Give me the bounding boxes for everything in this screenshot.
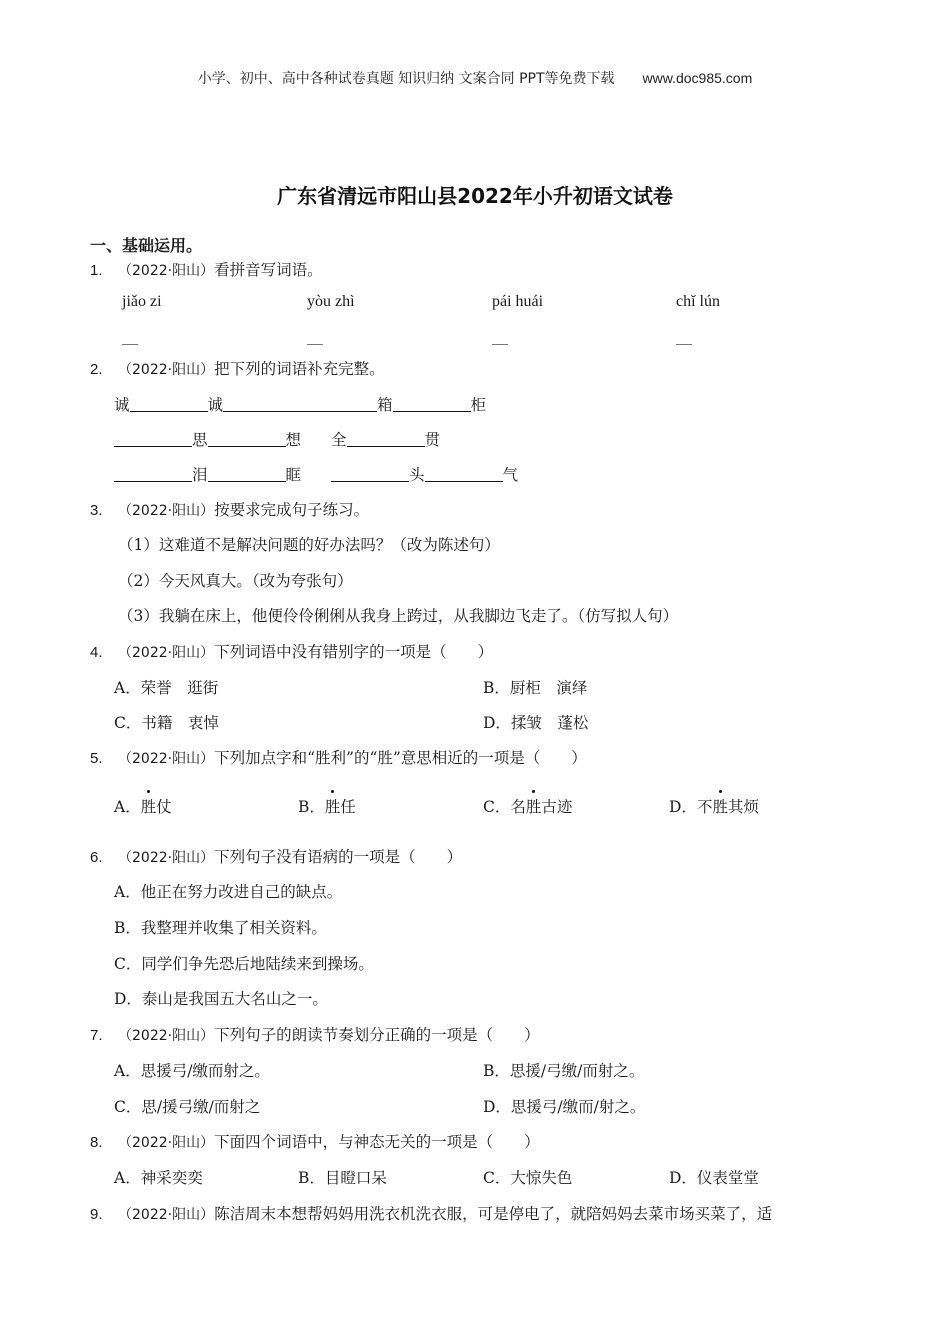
dotted-char: 胜	[712, 798, 728, 816]
question-3	[90, 498, 369, 520]
option-b[interactable]	[298, 795, 356, 817]
option-c[interactable]: C．同学们争先恐后地陆续来到操场。	[114, 955, 374, 973]
fill-char: 气	[502, 466, 519, 484]
fill-char: 思	[192, 431, 208, 449]
dotted-char: 胜	[525, 798, 542, 816]
page-header	[0, 68, 950, 88]
sub-question-1: （1）这难道不是解决问题的好办法吗？（改为陈述句）	[118, 536, 500, 554]
sub-question-3: （3）我躺在床上，他便伶伶俐俐从我身上跨过，从我脚边飞走了。（仿写拟人句）	[118, 607, 679, 625]
option-d[interactable]	[669, 795, 759, 817]
question-number: 4.	[90, 644, 103, 661]
question-5	[90, 746, 587, 768]
option-b[interactable]: B．思援/弓缴/而射之。	[483, 1062, 645, 1080]
question-text: 下列句子的朗读节奏划分正确的一项是（ ）	[214, 1026, 540, 1044]
fill-blank[interactable]	[114, 430, 192, 447]
question-number: 9.	[90, 1206, 103, 1223]
fill-blank[interactable]	[347, 430, 425, 447]
option-a[interactable]: A．神采奕奕	[114, 1169, 203, 1187]
question-source: （2022·阳山）	[118, 1028, 215, 1044]
option-c[interactable]: C．书籍 衷悼	[114, 714, 219, 732]
fill-char: 想	[285, 431, 302, 449]
answer-blank-2[interactable]: __	[307, 326, 323, 345]
option-d[interactable]: D．揉皱 蓬松	[483, 714, 589, 732]
question-8	[90, 1130, 540, 1152]
fill-row-2	[114, 428, 440, 450]
option-text: 古迹	[541, 798, 573, 816]
sub-question-2: （2）今天风真大。（改为夸张句）	[118, 572, 353, 590]
option-text: 不	[696, 798, 713, 816]
option-a[interactable]: A．他正在努力改进自己的缺点。	[114, 883, 343, 901]
fill-blank[interactable]	[130, 395, 208, 412]
option-d[interactable]: D．泰山是我国五大名山之一。	[114, 990, 328, 1008]
option-c[interactable]	[483, 795, 572, 817]
question-4	[90, 640, 493, 662]
question-number: 8.	[90, 1134, 103, 1151]
question-text: 把下列的词语补充完整。	[214, 360, 385, 378]
question-text: 下面四个词语中，与神态无关的一项是（ ）	[214, 1133, 540, 1151]
question-1	[90, 258, 323, 280]
question-7	[90, 1023, 540, 1045]
fill-blank[interactable]	[223, 395, 377, 412]
option-text: 其烦	[727, 798, 759, 816]
header-site-link[interactable]: www.doc985.com	[642, 70, 753, 86]
option-b[interactable]: B．我整理并收集了相关资料。	[114, 919, 327, 937]
option-b[interactable]: B．厨柜 演绎	[483, 679, 588, 697]
fill-blank[interactable]	[393, 395, 471, 412]
question-text: 下列词语中没有错别字的一项是（ ）	[214, 643, 494, 661]
question-number: 2.	[90, 361, 103, 378]
answer-blank-1[interactable]: __	[122, 326, 138, 345]
fill-row-3	[114, 463, 518, 485]
pinyin-3: pái huái	[492, 293, 544, 310]
question-number: 5.	[90, 750, 103, 767]
pinyin-2: yòu zhì	[307, 293, 355, 310]
option-label: B．	[298, 798, 325, 816]
fill-blank[interactable]	[208, 430, 286, 447]
question-source: （2022·阳山）	[118, 263, 215, 279]
option-label: A．	[114, 798, 141, 816]
option-a[interactable]	[114, 795, 172, 817]
option-b[interactable]: B．目瞪口呆	[298, 1169, 387, 1187]
option-a[interactable]: A．思援弓/缴而射之。	[114, 1062, 270, 1080]
fill-blank[interactable]	[331, 465, 409, 482]
pinyin-1: jiǎo zi	[122, 293, 162, 310]
question-source: （2022·阳山）	[118, 850, 215, 866]
question-text: 按要求完成句子练习。	[214, 501, 370, 519]
fill-char: 眶	[285, 466, 302, 484]
question-source: （2022·阳山）	[118, 1207, 215, 1223]
option-d[interactable]: D．仪表堂堂	[669, 1169, 759, 1187]
section-heading: 一、基础运用。	[90, 236, 203, 255]
fill-char: 诚	[114, 396, 130, 414]
fill-char: 贯	[424, 431, 441, 449]
question-source: （2022·阳山）	[118, 1135, 215, 1151]
fill-blank[interactable]	[208, 465, 286, 482]
question-2	[90, 357, 385, 379]
option-c[interactable]: C．思/援弓缴/而射之	[114, 1098, 261, 1116]
question-source: （2022·阳山）	[118, 362, 215, 378]
fill-row-1	[114, 393, 486, 415]
option-text: 仗	[156, 798, 172, 816]
option-a[interactable]: A．荣誉 逛街	[114, 679, 219, 697]
question-number: 6.	[90, 849, 103, 866]
question-text: 陈洁周末本想帮妈妈用洗衣机洗衣服，可是停电了，就陪妈妈去菜市场买菜了，适	[214, 1205, 773, 1223]
dotted-char: 胜	[140, 798, 157, 816]
option-text: 名	[510, 798, 526, 816]
fill-blank[interactable]	[425, 465, 503, 482]
answer-blank-3[interactable]: __	[492, 326, 508, 345]
option-label: C．	[483, 798, 511, 816]
exam-title: 广东省清远市阳山县2022年小升初语文试卷	[277, 184, 673, 208]
option-d[interactable]: D．思援弓/缴而/射之。	[483, 1098, 646, 1116]
question-number: 1.	[90, 262, 103, 279]
fill-blank[interactable]	[114, 465, 192, 482]
question-number: 3.	[90, 502, 103, 519]
question-source: （2022·阳山）	[118, 645, 215, 661]
fill-char: 柜	[470, 396, 487, 414]
fill-char: 泪	[192, 466, 208, 484]
pinyin-4: chǐ lún	[676, 293, 720, 310]
fill-char: 头	[409, 466, 425, 484]
question-source: （2022·阳山）	[118, 503, 215, 519]
fill-char: 箱	[377, 396, 393, 414]
question-text: 下列句子没有语病的一项是（ ）	[214, 848, 463, 866]
question-text: 看拼音写词语。	[214, 261, 323, 279]
fill-char: 诚	[207, 396, 224, 414]
option-text: 任	[340, 798, 356, 816]
question-number: 7.	[90, 1027, 103, 1044]
answer-blank-4[interactable]: __	[676, 326, 692, 345]
option-label: D．	[669, 798, 697, 816]
question-source: （2022·阳山）	[118, 751, 215, 767]
header-text: 小学、初中、高中各种试卷真题 知识归纳 文案合同 PPT等免费下载	[197, 71, 615, 87]
question-6	[90, 845, 462, 867]
fill-char: 全	[331, 431, 347, 449]
option-c[interactable]: C．大惊失色	[483, 1169, 573, 1187]
question-9	[90, 1202, 772, 1224]
dotted-char: 胜	[324, 798, 341, 816]
question-text: 下列加点字和“胜利”的“胜”意思相近的一项是（ ）	[214, 749, 587, 767]
